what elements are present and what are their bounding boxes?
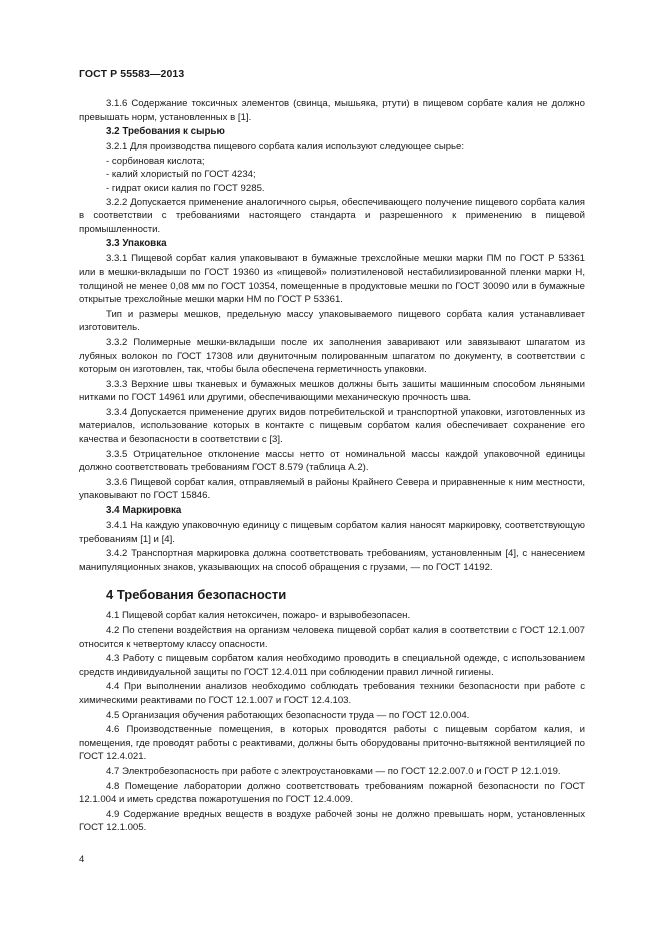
section-heading-3-4: 3.4 Маркировка	[106, 505, 182, 517]
paragraph-3-4-1: 3.4.1 На каждую упаковочную единицу с пищевым сорбатом калия наносят маркировку, соответствующую требованиям [1] и [4].	[79, 520, 585, 545]
paragraph-3-2-2: 3.2.2 Допускается применение аналогичного сырья, обеспечивающего получение пищевого сорбата калия в соответствии с требованиями настоящего стандарта и разрешенного к применению в пищевой промышленности.	[79, 196, 585, 235]
section-heading-3-3: 3.3 Упаковка	[106, 238, 167, 250]
paragraph-3-1-6: 3.1.6 Содержание токсичных элементов (свинца, мышьяка, ртути) в пищевом сорбате калия не должно превышать норм, установленных в [1].	[79, 98, 585, 123]
standard-header: ГОСТ Р 55583—2013	[79, 68, 185, 80]
list-item: - сорбиновая кислота;	[106, 155, 205, 167]
paragraph-3-3-1-note: Тип и размеры мешков, предельную массу упаковываемого пищевого сорбата калия устанавливает изготовитель.	[79, 308, 585, 334]
paragraph-3-3-1: 3.3.1 Пищевой сорбат калия упаковывают в бумажные трехслойные мешки марки ПМ по ГОСТ Р 53361 или в мешки-вкладыши по ГОСТ 19360 из «пищевой» полиэтиленовой нестабилизированной пленки марки Н, толщиной не менее 0,08 мм по ГОСТ 10354, помещенные в продуктовые мешки по ГОСТ 30090 или в бумажные открытые трехслойные мешки марки НМ по ГОСТ Р 53361.	[79, 253, 585, 306]
page-number: 4	[79, 854, 85, 865]
paragraph-4-3: 4.3 Работу с пищевым сорбатом калия необходимо проводить в специальной одежде, с использованием средств индивидуальной защиты по ГОСТ 12.4.011 при соблюдении правил личной гигиены.	[79, 653, 585, 678]
list-item: - гидрат окиси калия по ГОСТ 9285.	[106, 182, 265, 194]
paragraph-4-9: 4.9 Содержание вредных веществ в воздухе рабочей зоны не должно превышать норм, установленных ГОСТ 12.1.005.	[79, 808, 585, 834]
chapter-heading-4: 4 Требования безопасности	[106, 587, 287, 603]
paragraph-3-3-6: 3.3.6 Пищевой сорбат калия, отправляемый в районы Крайнего Севера и приравненные к ним местности, упаковывают по ГОСТ 15846.	[79, 476, 585, 502]
paragraph-4-8: 4.8 Помещение лаборатории должно соответствовать требованиям пожарной безопасности по ГОСТ 12.1.004 и иметь средства пожаротушения по ГОСТ 12.4.009.	[79, 780, 585, 806]
paragraph-3-3-3: 3.3.3 Верхние швы тканевых и бумажных мешков должны быть зашиты машинным способом льняными нитками по ГОСТ 14961 или другими, обеспечивающими механическую прочность шва.	[79, 378, 585, 404]
paragraph-3-3-5: 3.3.5 Отрицательное отклонение массы нетто от номинальной массы каждой упаковочной единицы должно соответствовать требованиям ГОСТ 8.579 (таблица А.2).	[79, 448, 585, 474]
paragraph-3-2-1: 3.2.1 Для производства пищевого сорбата калия используют следующее сырье:	[106, 141, 465, 153]
paragraph-3-4-2: 3.4.2 Транспортная маркировка должна соответствовать требованиям, установленным [4], с нанесением манипуляционных знаков, указывающих на способ обращения с грузами, — по ГОСТ 14192.	[79, 548, 585, 573]
paragraph-4-1: 4.1 Пищевой сорбат калия нетоксичен, пожаро- и взрывобезопасен.	[106, 610, 411, 622]
document-body	[79, 97, 585, 836]
paragraph-4-5: 4.5 Организация обучения работающих безопасности труда — по ГОСТ 12.0.004.	[106, 709, 470, 721]
paragraph-4-7: 4.7 Электробезопасность при работе с электроустановками — по ГОСТ 12.2.007.0 и ГОСТ Р 12.1.019.	[106, 765, 561, 777]
paragraph-4-4: 4.4 При выполнении анализов необходимо соблюдать требования техники безопасности при работе с химическими реактивами по ГОСТ 12.1.007 и ГОСТ 12.4.103.	[79, 681, 585, 706]
paragraph-3-3-2: 3.3.2 Полимерные мешки-вкладыши после их заполнения заваривают или завязывают шпагатом из лубяных волокон по ГОСТ 17308 или двуниточным полированным шпагатом по документу, в соответствии с которым он изготовлен, так, чтобы была обеспечена герметичность упаковки.	[79, 336, 585, 376]
paragraph-4-2: 4.2 По степени воздействия на организм человека пищевой сорбат калия в соответствии с ГОСТ 12.1.007 относится к четвертому классу опасности.	[79, 625, 585, 650]
paragraph-4-6: 4.6 Производственные помещения, в которых проводятся работы с пищевым сорбатом калия, и помещения, где проводят работы с реактивами, должны быть оборудованы приточно-вытяжной вентиляцией по ГОСТ 12.4.021.	[79, 724, 585, 763]
list-item: - калий хлористый по ГОСТ 4234;	[106, 169, 256, 181]
section-heading-3-2: 3.2 Требования к сырью	[106, 126, 225, 138]
paragraph-3-3-4: 3.3.4 Допускается применение других видов потребительской и транспортной упаковки, изготовленных из материалов, использование которых в контакте с пищевым сорбатом калия обеспечивает сохранение его качества и безопасности в соответствии с [3].	[79, 406, 585, 446]
